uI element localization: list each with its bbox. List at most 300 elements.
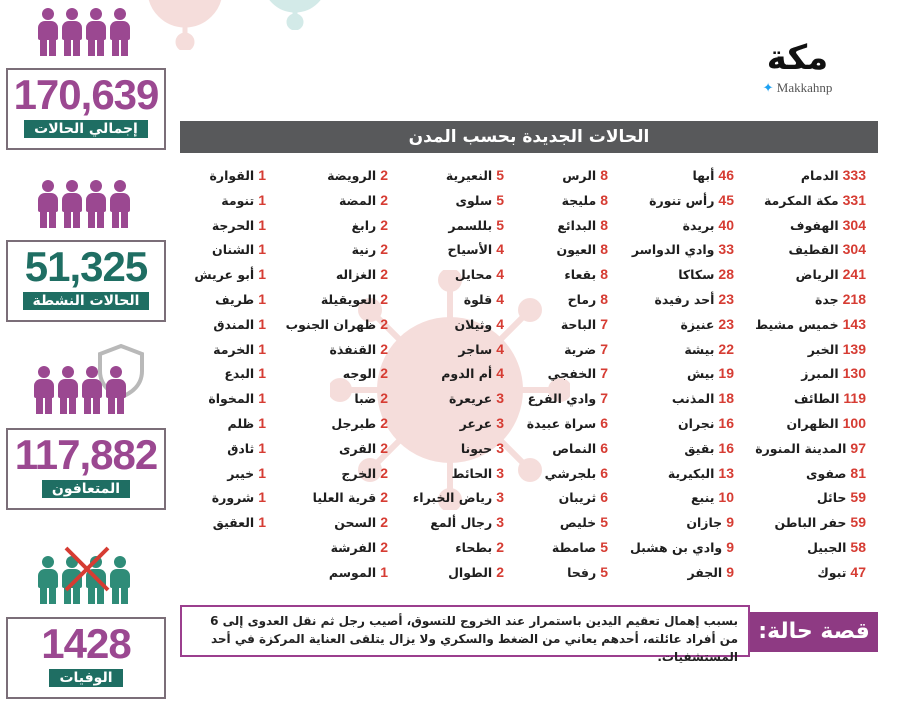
city-row <box>490 510 608 535</box>
city-count: 2 <box>380 439 388 456</box>
city-name: حائل <box>816 490 847 506</box>
city-name: ضبا <box>354 391 377 407</box>
city-name: ينبع <box>690 490 715 506</box>
city-count: 2 <box>380 365 388 382</box>
city-count: 3 <box>496 439 504 456</box>
city-count: 6 <box>600 439 608 456</box>
city-count: 3 <box>496 514 504 531</box>
city-name: الظهران <box>786 415 839 431</box>
city-row <box>386 535 504 560</box>
city-count: 5 <box>600 514 608 531</box>
city-row <box>270 461 388 486</box>
city-name: المبرز <box>801 366 839 382</box>
city-row <box>490 237 608 262</box>
city-count: 2 <box>496 563 504 580</box>
city-row <box>616 485 734 510</box>
city-row <box>490 386 608 411</box>
city-row <box>180 312 266 337</box>
person-icon <box>86 8 106 56</box>
city-count: 1 <box>258 191 266 208</box>
city-count: 4 <box>496 340 504 357</box>
city-count: 33 <box>718 241 734 258</box>
city-name: الشنان <box>212 242 255 258</box>
city-name: رياض الخبراء <box>412 490 493 506</box>
city-name: شرورة <box>211 490 255 506</box>
city-name: خيبر <box>227 465 255 481</box>
city-row <box>748 312 866 337</box>
city-name: بللسمر <box>448 217 493 233</box>
city-name: ثادق <box>227 440 255 456</box>
city-name: أم الدوم <box>441 366 493 382</box>
twitter-handle <box>745 80 850 96</box>
city-name: رابغ <box>351 217 377 233</box>
deaths-stat <box>6 617 166 699</box>
city-row <box>270 386 388 411</box>
city-count: 2 <box>380 266 388 283</box>
city-count: 4 <box>496 315 504 332</box>
city-row <box>386 485 504 510</box>
city-row <box>180 436 266 461</box>
city-row <box>748 337 866 362</box>
city-name: الباحة <box>560 316 597 332</box>
city-row <box>490 312 608 337</box>
city-name: رأس تنورة <box>649 192 715 208</box>
city-name: الرويضة <box>327 168 377 183</box>
city-count: 9 <box>726 563 734 580</box>
city-count: 16 <box>718 439 734 456</box>
city-row <box>180 163 266 188</box>
city-name: البدع <box>224 366 255 382</box>
city-count: 5 <box>600 538 608 555</box>
city-count: 5 <box>496 191 504 208</box>
active-cases-label: الحالات النشطة <box>23 292 150 310</box>
city-row <box>490 560 608 585</box>
cross-icon <box>62 544 112 594</box>
city-count: 23 <box>718 290 734 307</box>
city-row <box>490 262 608 287</box>
city-row <box>748 485 866 510</box>
deaths-value: 1428 <box>41 620 131 667</box>
people-icon-group <box>38 180 130 228</box>
city-count: 5 <box>496 216 504 233</box>
city-count: 331 <box>842 191 866 208</box>
city-name: طبرجل <box>331 415 377 431</box>
people-icon-group <box>34 366 126 414</box>
city-count: 218 <box>842 290 866 307</box>
city-count: 9 <box>726 538 734 555</box>
person-icon <box>106 366 126 414</box>
city-row <box>748 213 866 238</box>
city-row <box>490 461 608 486</box>
city-name: بيشة <box>684 341 715 357</box>
city-name: المضة <box>338 192 377 208</box>
city-row <box>386 213 504 238</box>
city-row <box>616 213 734 238</box>
city-count: 47 <box>850 563 866 580</box>
person-icon <box>62 180 82 228</box>
logo-text: مكة <box>766 38 829 78</box>
city-name: بريدة <box>682 217 715 233</box>
recovered-label: المتعافون <box>42 480 130 498</box>
city-count: 1 <box>258 290 266 307</box>
person-icon <box>34 366 54 414</box>
city-row <box>270 411 388 436</box>
city-name: قلوة <box>463 291 493 307</box>
city-name: الجفر <box>687 564 723 580</box>
active-cases-value: 51,325 <box>24 243 148 290</box>
city-row <box>270 535 388 560</box>
city-name: سلوى <box>455 192 493 208</box>
city-name: القطيف <box>788 242 839 258</box>
city-row <box>748 411 866 436</box>
city-name: الرس <box>562 168 597 183</box>
city-row <box>270 560 388 585</box>
city-count: 8 <box>600 266 608 283</box>
city-count: 8 <box>600 167 608 183</box>
city-count: 3 <box>496 489 504 506</box>
city-column <box>386 163 504 585</box>
city-name: القوارة <box>209 168 255 183</box>
city-column <box>270 163 388 585</box>
city-count: 304 <box>842 216 866 233</box>
person-icon <box>38 8 58 56</box>
city-name: الخرمة <box>213 341 255 357</box>
city-name: المذنب <box>671 391 715 407</box>
person-icon <box>110 180 130 228</box>
city-row <box>616 535 734 560</box>
city-row <box>386 312 504 337</box>
city-count: 1 <box>258 489 266 506</box>
city-count: 2 <box>380 216 388 233</box>
city-name: مليجة <box>561 192 597 208</box>
city-name: وادي الفرع <box>527 391 597 407</box>
city-count: 1 <box>258 514 266 531</box>
city-count: 2 <box>380 414 388 431</box>
person-icon <box>110 556 130 604</box>
city-row <box>180 337 266 362</box>
city-row <box>180 411 266 436</box>
city-name: سكاكا <box>678 267 715 283</box>
city-name: نجران <box>677 415 715 431</box>
city-name: رفحا <box>567 564 597 580</box>
city-name: أحد رفيدة <box>654 291 715 307</box>
city-row <box>386 510 504 535</box>
city-row <box>180 213 266 238</box>
city-name: الخرج <box>341 465 377 481</box>
city-name: ثريبان <box>558 490 597 506</box>
city-row <box>748 361 866 386</box>
city-row <box>270 510 388 535</box>
city-count: 139 <box>842 340 866 357</box>
recovered-stat <box>6 428 166 510</box>
city-name: السحن <box>334 515 377 531</box>
city-row <box>270 287 388 312</box>
city-name: خميس مشيط <box>755 316 839 332</box>
city-row <box>490 361 608 386</box>
person-icon <box>38 180 58 228</box>
city-row <box>386 188 504 213</box>
city-count: 6 <box>600 464 608 481</box>
city-row <box>616 411 734 436</box>
city-count: 333 <box>842 167 866 183</box>
city-name: النعيرية <box>445 168 493 183</box>
total-cases-label: إجمالي الحالات <box>24 120 148 138</box>
city-name: أبو عريش <box>194 267 255 283</box>
city-count: 143 <box>842 315 866 332</box>
city-row <box>180 262 266 287</box>
cities-header: الحالات الجديدة بحسب المدن <box>180 121 878 153</box>
city-name: ظهران الجنوب <box>285 316 377 332</box>
person-icon <box>86 180 106 228</box>
city-count: 7 <box>600 340 608 357</box>
city-row <box>386 386 504 411</box>
city-count: 81 <box>850 464 866 481</box>
city-row <box>490 287 608 312</box>
city-count: 1 <box>258 315 266 332</box>
city-row <box>270 485 388 510</box>
city-name: النماص <box>552 440 597 456</box>
city-row <box>180 485 266 510</box>
city-count: 8 <box>600 216 608 233</box>
city-row <box>270 361 388 386</box>
city-count: 13 <box>718 464 734 481</box>
city-count: 2 <box>380 514 388 531</box>
city-name: تبوك <box>817 564 847 580</box>
cities-table <box>180 163 878 583</box>
city-row <box>270 163 388 188</box>
city-name: حبونا <box>460 440 493 456</box>
city-count: 8 <box>600 290 608 307</box>
city-name: بيش <box>686 366 715 382</box>
city-count: 2 <box>380 390 388 407</box>
city-count: 6 <box>600 414 608 431</box>
city-count: 4 <box>496 365 504 382</box>
city-row <box>490 535 608 560</box>
city-name: أبها <box>692 168 715 183</box>
city-name: جدة <box>815 291 839 307</box>
city-name: الغزاله <box>335 267 377 283</box>
city-count: 18 <box>718 390 734 407</box>
city-row <box>386 560 504 585</box>
city-row <box>748 436 866 461</box>
city-count: 7 <box>600 390 608 407</box>
twitter-icon: ✦ <box>762 80 774 95</box>
city-name: تنومة <box>221 192 255 208</box>
city-count: 7 <box>600 365 608 382</box>
city-count: 1 <box>258 464 266 481</box>
city-row <box>270 237 388 262</box>
city-row <box>180 361 266 386</box>
city-name: مكة المكرمة <box>763 192 839 208</box>
city-name: البدائع <box>557 217 597 233</box>
city-count: 1 <box>258 340 266 357</box>
city-row <box>386 287 504 312</box>
city-row <box>616 461 734 486</box>
city-name: الرياض <box>795 267 839 283</box>
city-count: 2 <box>496 538 504 555</box>
city-name: الفرشة <box>330 539 377 555</box>
city-count: 2 <box>380 290 388 307</box>
city-name: حفر الباطن <box>774 515 847 531</box>
city-count: 59 <box>850 489 866 506</box>
city-name: ضرية <box>564 341 597 357</box>
city-name: رنية <box>351 242 377 258</box>
city-row <box>386 436 504 461</box>
person-icon <box>82 366 102 414</box>
city-count: 58 <box>850 538 866 555</box>
city-count: 5 <box>496 167 504 183</box>
city-row <box>748 510 866 535</box>
makkah-logo <box>745 36 850 96</box>
city-name: بطحاء <box>455 539 493 555</box>
city-name: رماح <box>567 291 597 307</box>
city-name: الحرجة <box>211 217 255 233</box>
city-name: الدمام <box>800 168 839 183</box>
city-count: 3 <box>496 464 504 481</box>
city-name: بلجرشي <box>544 465 597 481</box>
city-count: 2 <box>380 167 388 183</box>
city-row <box>386 337 504 362</box>
city-count: 130 <box>842 365 866 382</box>
city-name: القنفذة <box>329 341 377 357</box>
city-count: 1 <box>258 266 266 283</box>
city-row <box>490 436 608 461</box>
city-count: 3 <box>496 390 504 407</box>
city-row <box>616 188 734 213</box>
city-row <box>270 436 388 461</box>
city-name: رجال ألمع <box>430 515 493 531</box>
city-row <box>180 237 266 262</box>
city-row <box>616 287 734 312</box>
city-name: الخفجي <box>547 366 597 382</box>
person-icon <box>38 556 58 604</box>
city-count: 97 <box>850 439 866 456</box>
city-name: العيون <box>556 242 597 258</box>
city-name: صامطة <box>551 539 597 555</box>
city-count: 2 <box>380 241 388 258</box>
case-story-text: بسبب إهمال تعقيم اليدين باستمرار عند الخروج للتسوق، أصيب رجل ثم نقل العدوى إلى 6 من أفراد عائلته، أحدهم يعاني من الضغط والسكري ولا يزال يتلقى العناية المركزة في أحد المستشفيات. <box>180 605 750 657</box>
city-count: 8 <box>600 191 608 208</box>
city-row <box>490 411 608 436</box>
city-row <box>386 411 504 436</box>
city-count: 4 <box>496 241 504 258</box>
city-row <box>270 188 388 213</box>
city-row <box>616 560 734 585</box>
city-name: الهفوف <box>790 217 839 233</box>
city-name: جازان <box>686 515 723 531</box>
city-row <box>616 237 734 262</box>
city-count: 9 <box>726 514 734 531</box>
city-name: الطوال <box>448 564 493 580</box>
city-row <box>748 287 866 312</box>
city-row <box>748 163 866 188</box>
city-count: 22 <box>718 340 734 357</box>
city-row <box>748 560 866 585</box>
city-row <box>748 262 866 287</box>
city-row <box>748 386 866 411</box>
city-count: 7 <box>600 315 608 332</box>
city-row <box>616 337 734 362</box>
city-row <box>270 312 388 337</box>
case-story-tag: قصة حالة: <box>750 612 878 652</box>
city-name: البكيرية <box>667 465 715 481</box>
city-name: المندق <box>213 316 255 332</box>
city-count: 5 <box>600 563 608 580</box>
city-name: الخبر <box>807 341 839 357</box>
city-count: 1 <box>258 390 266 407</box>
twitter-handle-text: Makkahnp <box>776 80 833 95</box>
deaths-label: الوفيات <box>49 669 122 687</box>
city-name: وثيلان <box>454 316 493 332</box>
city-row <box>386 361 504 386</box>
city-name: عريعرة <box>448 391 493 407</box>
city-name: قرية العليا <box>312 490 377 506</box>
city-name: الوجه <box>342 366 377 382</box>
person-icon <box>58 366 78 414</box>
city-count: 304 <box>842 241 866 258</box>
city-row <box>748 188 866 213</box>
city-name: ساجر <box>458 341 493 357</box>
city-count: 2 <box>380 464 388 481</box>
city-row <box>490 163 608 188</box>
city-name: وادي الدواسر <box>631 242 715 258</box>
city-count: 2 <box>380 489 388 506</box>
city-row <box>490 213 608 238</box>
city-count: 40 <box>718 216 734 233</box>
city-row <box>386 163 504 188</box>
city-count: 1 <box>258 439 266 456</box>
city-row <box>180 461 266 486</box>
city-row <box>386 262 504 287</box>
city-row <box>616 510 734 535</box>
city-name: طريف <box>215 291 255 307</box>
city-name: محايل <box>454 267 493 283</box>
city-column <box>616 163 734 585</box>
city-count: 23 <box>718 315 734 332</box>
city-row <box>616 312 734 337</box>
city-name: بقعاء <box>564 267 597 283</box>
city-row <box>490 485 608 510</box>
city-row <box>386 461 504 486</box>
city-name: عرعر <box>459 415 493 431</box>
city-name: المخواة <box>208 391 255 407</box>
city-count: 1 <box>258 365 266 382</box>
city-row <box>180 188 266 213</box>
city-count: 8 <box>600 241 608 258</box>
city-row <box>748 535 866 560</box>
recovered-value: 117,882 <box>14 431 158 478</box>
city-name: ظلم <box>227 415 255 431</box>
city-row <box>616 262 734 287</box>
city-row <box>490 188 608 213</box>
city-name: سراة عبيدة <box>526 415 597 431</box>
city-count: 241 <box>842 266 866 283</box>
city-name: صفوى <box>806 465 847 481</box>
city-count: 6 <box>600 489 608 506</box>
total-cases-value: 170,639 <box>13 71 159 118</box>
city-count: 2 <box>380 315 388 332</box>
city-count: 45 <box>718 191 734 208</box>
city-count: 1 <box>380 563 388 580</box>
city-count: 19 <box>718 365 734 382</box>
city-count: 16 <box>718 414 734 431</box>
city-column <box>748 163 866 585</box>
city-row <box>616 361 734 386</box>
total-cases-stat <box>6 68 166 150</box>
stats-panel <box>0 0 175 711</box>
city-row <box>386 237 504 262</box>
city-count: 2 <box>380 538 388 555</box>
